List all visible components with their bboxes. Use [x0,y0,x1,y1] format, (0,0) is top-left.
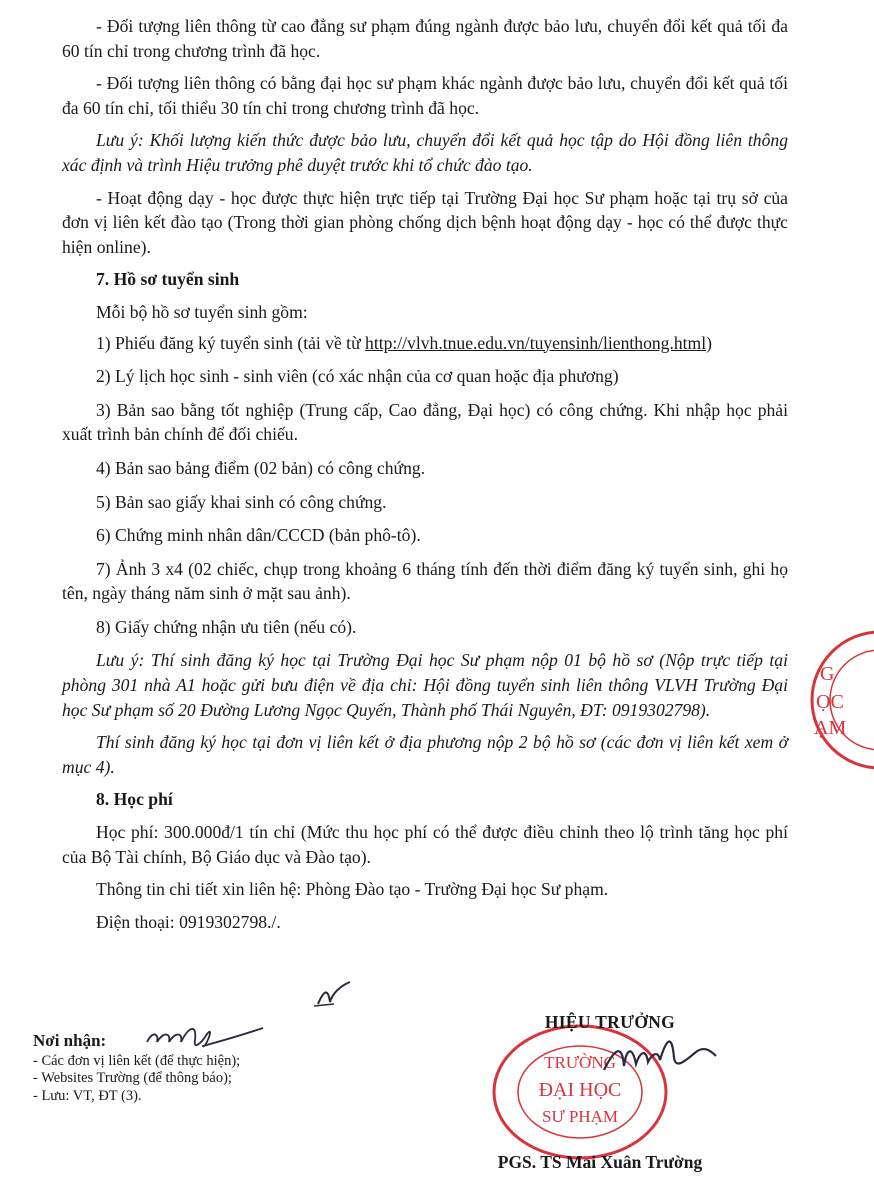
seal-text-line2: ĐẠI HỌC [538,1079,622,1101]
list-item-diploma-copy: 3) Bản sao bằng tốt nghiệp (Trung cấp, Cao đẳng, Đại học) có công chứng. Khi nhập học phải xuất trình bản chính để đối chiếu. [62,399,788,445]
recipient-item: - Các đơn vị liên kết (để thực hiện); [33,1052,241,1069]
contact-info: Thông tin chi tiết xin liên hệ: Phòng Đào tạo - Trường Đại học Sư phạm. [96,879,609,900]
signatory-name: PGS. TS Mai Xuân Trường [497,1152,703,1172]
side-seal-letter: G [820,663,835,685]
list-item-registration-form [62,331,788,356]
registration-form-suffix: ) [706,332,712,353]
section-7-heading: 7. Hồ sơ tuyển sinh [96,269,240,290]
registration-form-link[interactable]: http://vlvh.tnue.edu.vn/tuyensinh/lienthong.html [365,332,707,353]
list-item-id-card: 6) Chứng minh nhân dân/CCCD (bản phô-tô). [96,525,421,546]
list-item-photos: 7) Ảnh 3 x4 (02 chiếc, chụp trong khoảng 6 tháng tính đến thời điểm đăng ký tuyển sinh, ghi họ tên, ngày tháng năm sinh ở mặt sau ảnh). [62,558,788,604]
note-submission-partner: Thí sinh đăng ký học tại đơn vị liên kết ở địa phương nộp 2 bộ hồ sơ (các đơn vị liên kết xem ở mục 4). [62,732,788,777]
paragraph-credit-transfer-other-major: - Đối tượng liên thông có bằng đại học sư phạm khác ngành được bảo lưu, chuyển đổi kết quả tối đa 60 tín chỉ, tối thiểu 30 tín chỉ trong chương trình đã học. [62,73,788,118]
list-item-birth-certificate: 5) Bản sao giấy khai sinh có công chứng. [96,491,387,512]
rector-signature-icon [600,1030,720,1090]
seal-text-line3: SƯ PHẠM [541,1107,619,1126]
note-credit-transfer: Lưu ý: Khối lượng kiến thức được bảo lưu, chuyển đổi kết quả học tập do Hội đồng liên thông xác định và trình Hiệu trưởng phê duyệt trước khi tổ chức đào tạo. [62,130,788,175]
note-submission-university: Lưu ý: Thí sinh đăng ký học tại Trường Đại học Sư phạm nộp 01 bộ hồ sơ (Nộp trực tiếp tại phòng 301 nhà A1 hoặc gửi bưu điện về địa chỉ: Hội đồng tuyển sinh liên thông VLVH Trường Đại học Sư phạm số 20 Đường Lương Ngọc Quyến, Thành phố Thái Nguyên, ĐT: 0919302798). [62,650,788,720]
signature-title: HIỆU TRƯỞNG [544,1012,676,1032]
registration-form-text: 1) Phiếu đăng ký tuyển sinh (tải về từ [96,332,366,353]
list-item-transcript-copy: 4) Bản sao bảng điểm (02 bản) có công chứng. [96,457,426,478]
section-8-heading: 8. Học phí [96,789,173,810]
recipients-signature-icon [145,1020,265,1052]
document-body [62,14,788,942]
seal-text-line1: TRƯỜNG [544,1053,616,1072]
phone-number: Điện thoại: 0919302798./. [96,911,281,932]
side-seal-icon [806,618,874,782]
list-item-priority-certificate: 8) Giấy chứng nhận ưu tiên (nếu có). [96,616,357,637]
side-seal-letter: ỌC [816,691,844,713]
list-item-student-record: 2) Lý lịch học sinh - sinh viên (có xác nhận của cơ quan hoặc địa phương) [96,366,619,387]
recipients-title: Nơi nhận: [33,1031,107,1050]
tuition-fee: Học phí: 300.000đ/1 tín chỉ (Mức thu học phí có thể được điều chỉnh theo lộ trình tăng học phí của Bộ Tài chính, Bộ Giáo dục và Đào tạo). [62,822,788,867]
paragraph-teaching-activities: - Hoạt động dạy - học được thực hiện trực tiếp tại Trường Đại học Sư phạm hoặc tại trụ sở của đơn vị liên kết đào tạo (Trong thời gian phòng chống dịch bệnh hoạt động dạy - học có thể được thực hiện online). [62,187,788,257]
recipient-item: - Websites Trường (để thông báo); [33,1070,232,1086]
side-seal-letter: ẠM [814,717,847,739]
initial-signature-icon [310,980,360,1010]
recipient-item: - Lưu: VT, ĐT (3). [33,1087,142,1104]
section-7-intro: Mỗi bộ hồ sơ tuyển sinh gồm: [96,301,308,322]
paragraph-credit-transfer-same-major: - Đối tượng liên thông từ cao đẳng sư phạm đúng ngành được bảo lưu, chuyển đổi kết quả tối đa 60 tín chỉ trong chương trình đã học. [62,16,788,61]
